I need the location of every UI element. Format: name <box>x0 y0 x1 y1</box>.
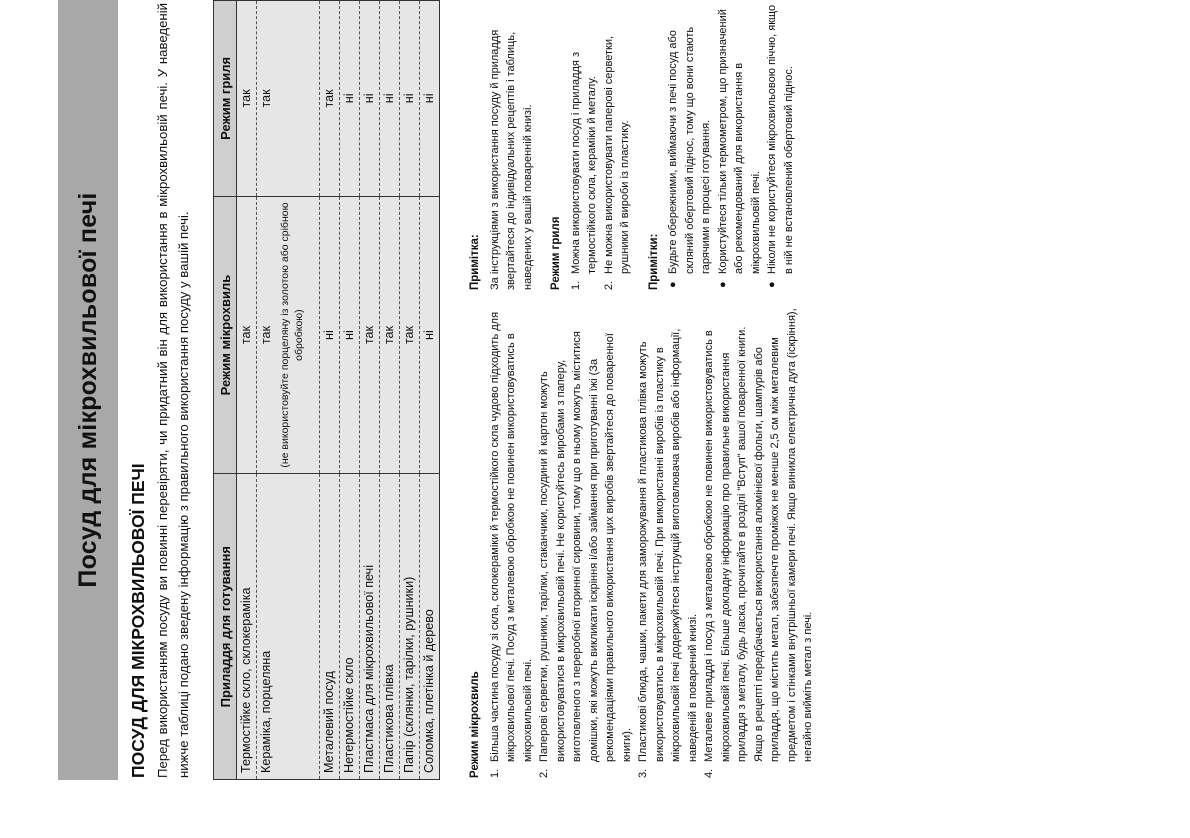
utensil-cell: Пластмаса для мікрохвильової печі <box>360 474 380 780</box>
list-item-text: Можна використовувати посуд і приладдя з термостійкого скла, кераміки й металу. <box>569 52 598 274</box>
microwave-cell: так <box>400 196 420 474</box>
grill-mode-list <box>568 2 634 290</box>
title-banner <box>58 0 118 780</box>
grill-cell: ні <box>340 1 360 197</box>
list-item: 4. Металеве приладдя і посуд з металевою обробкою не повинен використовуватись в мікрохвильовій печі. Більше докладну інформацію про правильне використання приладдя з металу, будь ласка, прочитайте в розділі "Вступ" вашої поваренної книги. Якщо в рецепті передбачається використання алюмінієвої фольги, шампурів або приладдя, що містить метал, забезпечте проміжок не менше 2,5 см між металевим предметом і стінками внутрішньої камери печі. Якщо виникла електрична дуга (іскріння), негайно вийміть метал з печі. <box>703 308 814 778</box>
left-column <box>467 303 817 778</box>
table-row <box>360 1 380 780</box>
bullet-icon: ● <box>766 281 778 288</box>
table-row <box>380 1 400 780</box>
list-item: 3. Пластикові блюда, чашки, пакети для заморожування й пластикова плівка можуть використовуватись в мікрохвильовій печі. При використанні виробів із пластику в мікрохвильовій печі додержуйтеся інструкцій виготовлювача виробів або інформації, наведеній в поварений книзі. <box>637 328 699 778</box>
list-item-text: Не можна використовувати паперові серветки, рушники й вироби із пластику. <box>602 35 631 274</box>
intro-paragraph: Перед використанням посуду ви повинні перевіряти, чи придатний він для використання в мікрохвильовій печі. У наведеній нижче таблиці подано зведену інформацію з правильного використання посуду у вашій печі. <box>155 3 191 778</box>
grill-cell: ні <box>420 1 440 197</box>
note-block <box>467 2 536 290</box>
rotated-page <box>58 0 1188 780</box>
section-heading: ПОСУД ДЛЯ МІКРОХВИЛЬОВОЇ ПЕЧІ <box>128 463 148 778</box>
list-item-text: Більша частина посуду зі скла, склокераміки й термостійкого скла чудово підходить для мікрохвильової печі. Посуд з металевою обробкою не повинен використовуватись в мікрохвильовій печі. <box>488 311 534 762</box>
cookware-table-container <box>213 0 438 780</box>
table-header-row <box>214 1 237 780</box>
page-title: Посуд для мікрохвильової печі <box>73 192 102 588</box>
grill-cell: так <box>320 1 340 197</box>
header-grill: Режим гриля <box>214 1 237 197</box>
utensil-cell: Металевий посуд <box>320 474 340 780</box>
table-row <box>237 1 257 780</box>
microwave-cell: ні <box>340 196 360 474</box>
list-item <box>715 2 765 290</box>
list-item: 1. Можна використовувати посуд і приладдя з термостійкого скла, кераміки й металу. <box>569 52 598 290</box>
microwave-cell: ні <box>420 196 440 474</box>
grill-cell: так <box>257 1 320 197</box>
note-title: Примітка: <box>469 234 481 290</box>
table-row <box>400 1 420 780</box>
cookware-table <box>213 0 440 780</box>
list-item: 2. Паперові серветки, рушники, тарілки, стаканчики, посудини й картон можуть використовуватися в мікрохвильовій печі. Не користуйтесь виробами з паперу, виготовленого з переробної вторинної сировини, тому що в ньому можуть міститися домішки, які можуть викликати іскріння і/або займання при приготуванні їжі (За рекомендаціями правильного використання цих виробів звертайтеся до поваренної книги). <box>538 331 633 778</box>
utensil-cell: Кераміка, порцеляна <box>257 474 320 780</box>
list-item-text: Пластикові блюда, чашки, пакети для заморожування й пластикова плівка можуть використовуватись в мікрохвильовій печі. При використанні виробів із пластику в мікрохвильовій печі додержуйтеся інструкцій виготовлювача виробів або інформації, наведеній в поварений книзі. <box>637 328 699 762</box>
grill-cell: ні <box>380 1 400 197</box>
microwave-cell: так <box>360 196 380 474</box>
utensil-cell: Пластикова плівка <box>380 474 400 780</box>
table-row <box>257 1 320 780</box>
grill-cell: ні <box>360 1 380 197</box>
list-item-text: Паперові серветки, рушники, тарілки, стаканчики, посудини й картон можуть використовуватися в мікрохвильовій печі. Не користуйтесь виробами з паперу, виготовленого з переробної вторинної сировини, тому що в ньому можуть міститися домішки, які можуть викликати іскріння і/або займання при приготуванні їжі (За рекомендаціями правильного використання цих виробів звертайтеся до поваренної книги). <box>538 331 633 762</box>
list-item <box>665 2 715 290</box>
table-row <box>420 1 440 780</box>
header-utensil: Приладдя для готування <box>214 474 237 780</box>
microwave-cell: ні <box>320 196 340 474</box>
microwave-value: так <box>259 326 273 345</box>
microwave-note: (не використовуйте порцеляну із золотою або срібною обробкою) <box>279 202 305 468</box>
utensil-cell: Нетермостійке скло <box>340 474 360 780</box>
grill-mode-block <box>548 2 634 290</box>
notes-block <box>646 2 798 290</box>
grill-mode-title: Режим гриля <box>550 216 562 290</box>
grill-cell: так <box>237 1 257 197</box>
table-row <box>320 1 340 780</box>
list-item-text: Будьте обережними, виймаючи з печі посуд або скляний обертовий піднос, тому що вони стають гарячими в процесі готування. <box>667 26 712 274</box>
list-item-text: Користуйтеся тільки термометром, що призначений або рекомендований для використання в мікрохвильовій печі. <box>716 9 762 274</box>
grill-cell: ні <box>400 1 420 197</box>
bullet-icon: ● <box>716 281 729 288</box>
utensil-cell: Папір (склянки, тарілки, рушники) <box>400 474 420 780</box>
list-item-text: Ніколи не користуйтеся мікрохвильовою піччю, якщо в ній не встановлений обертовий піднос. <box>766 4 795 274</box>
note-text: За інструкціями з використання посуду й приладдя звертайтеся до індивідуальних рецептів і таблиць, наведених у вашій поваренній книзі. <box>488 29 534 290</box>
microwave-mode-list <box>487 303 817 778</box>
list-item: 1. Більша частина посуду зі скла, склокераміки й термостійкого скла чудово підходить для мікрохвильової печі. Посуд з металевою обробкою не повинен використовуватись в мікрохвильовій печі. <box>488 311 534 778</box>
list-item <box>764 2 797 290</box>
microwave-cell: так <box>237 196 257 474</box>
list-item-text: Металеве приладдя і посуд з металевою обробкою не повинен використовуватись в мікрохвильовій печі. Більше докладну інформацію про правильне використання приладдя з металу, будь ласка, прочитайте в розділі "Вступ" вашої поваренної книги. Якщо в рецепті передбачається використання алюмінієвої фольги, шампурів або приладдя, що містить метал, забезпечте проміжок не менше 2,5 см між металевим предметом і стінками внутрішньої камери печі. Якщо виникла електрична дуга (іскріння), негайно вийміть метал з печі. <box>703 308 814 762</box>
microwave-cell: так <box>380 196 400 474</box>
utensil-cell: Термостійке скло, склокераміка <box>237 474 257 780</box>
microwave-cell <box>257 196 320 474</box>
right-column <box>467 2 809 290</box>
header-microwave: Режим мікрохвиль <box>214 196 237 474</box>
notes-list <box>665 2 797 290</box>
notes-title: Примітки: <box>647 233 660 290</box>
list-item: 2. Не можна використовувати паперові серветки, рушники й вироби із пластику. <box>602 35 631 290</box>
bullet-icon: ● <box>667 281 679 288</box>
table-row <box>340 1 360 780</box>
utensil-cell: Соломка, плетінка й дерево <box>420 474 440 780</box>
microwave-mode-title: Режим мікрохвиль <box>469 671 481 778</box>
